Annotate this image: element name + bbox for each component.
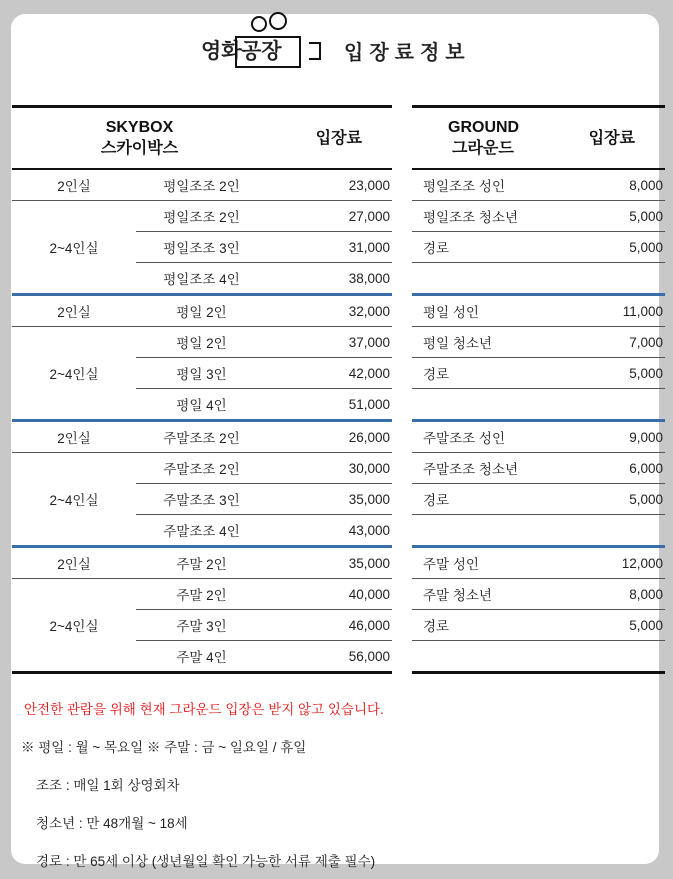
ground-title-en: GROUND [448,119,520,136]
note-morning: 조조 : 매일 1회 상영회차 [36,778,180,793]
room-type: 2~4인실 [12,201,136,295]
plan-name: 평일조조 3인 [136,232,267,263]
price [562,263,665,295]
ground-row [412,232,665,263]
note-senior: 경로 : 만 65세 이상 (생년월일 확인 가능한 서류 제출 필수) [36,854,376,869]
ground-row [412,579,665,610]
ground-row [412,263,665,295]
skybox-title-ko: 스카이박스 [100,140,179,157]
plan-name: 주말조조 성인 [412,421,562,453]
plan-name [412,263,562,295]
note-youth: 청소년 : 만 48개월 ~ 18세 [36,816,188,831]
skybox-row [12,421,392,453]
price: 35,000 [267,484,392,515]
plan-name: 주말 4인 [136,641,267,673]
ground-row [412,421,665,453]
price: 12,000 [562,547,665,579]
price: 9,000 [562,421,665,453]
logo-reel-icon [251,16,267,32]
ground-table [412,105,665,674]
price: 46,000 [267,610,392,641]
ground-body [412,169,665,673]
plan-name: 평일조조 청소년 [412,201,562,232]
price [562,515,665,547]
ground-row [412,169,665,201]
ground-row [412,358,665,389]
plan-name: 주말조조 4인 [136,515,267,547]
price: 42,000 [267,358,392,389]
plan-name: 주말조조 3인 [136,484,267,515]
skybox-row [12,169,392,201]
ground-row [412,610,665,641]
ground-row [412,389,665,421]
skybox-title [12,107,267,170]
skybox-row [12,295,392,327]
plan-name: 주말 청소년 [412,579,562,610]
plan-name: 주말조조 청소년 [412,453,562,484]
skybox-row [12,327,392,358]
price: 6,000 [562,453,665,484]
price: 5,000 [562,201,665,232]
price: 7,000 [562,327,665,358]
plan-name: 평일 청소년 [412,327,562,358]
price: 5,000 [562,232,665,263]
price [562,641,665,673]
skybox-body [12,169,392,673]
ground-row [412,641,665,673]
price: 51,000 [267,389,392,421]
price: 23,000 [348,177,390,193]
price: 37,000 [267,327,392,358]
skybox-row [12,453,392,484]
price: 5,000 [562,484,665,515]
plan-name: 평일조조 4인 [136,263,267,295]
page-title: 입장료정보 [344,40,471,64]
room-type: 2인실 [12,421,136,453]
logo-projector-icon [309,42,321,60]
price [562,389,665,421]
plan-name: 평일조조 2인 [163,179,240,194]
plan-name: 주말 2인 [136,579,267,610]
plan-name: 평일 성인 [412,295,562,327]
plan-name: 주말 성인 [412,547,562,579]
ground-row [412,453,665,484]
price: 40,000 [267,579,392,610]
room-type: 2~4인실 [12,579,136,673]
warning-text: 안전한 관람을 위해 현재 그라운드 입장은 받지 않고 있습니다. [24,702,384,717]
ground-header-row [412,107,665,170]
plan-name: 경로 [412,232,562,263]
plan-name: 평일조조 성인 [423,179,505,194]
room-type: 2~4인실 [12,453,136,547]
logo-reel-icon [269,12,287,30]
plan-name: 경로 [412,358,562,389]
price: 8,000 [629,177,663,193]
price: 35,000 [267,547,392,579]
plan-name: 평일 3인 [136,358,267,389]
header [11,14,659,74]
plan-name: 주말 3인 [136,610,267,641]
skybox-row [12,201,392,232]
plan-name: 주말 2인 [136,547,267,579]
logo-text-part1: 영화 [201,39,242,63]
plan-name: 경로 [412,484,562,515]
ground-row [412,547,665,579]
room-type: 2인실 [12,547,136,579]
logo-text-part2: 공장 [241,39,282,63]
skybox-table [12,105,392,674]
price: 27,000 [267,201,392,232]
price: 26,000 [267,421,392,453]
plan-name: 평일조조 2인 [136,201,267,232]
note-weekday-weekend: ※ 평일 : 월 ~ 목요일 ※ 주말 : 금 ~ 일요일 / 휴일 [21,740,307,755]
ground-price-header: 입장료 [562,107,665,170]
plan-name: 평일 2인 [136,327,267,358]
price: 31,000 [267,232,392,263]
price: 11,000 [562,295,665,327]
room-type: 2인실 [12,295,136,327]
room-type: 2인실 [57,179,91,194]
ground-title [412,107,562,170]
plan-name: 주말조조 2인 [136,453,267,484]
skybox-title-en: SKYBOX [105,119,174,136]
price: 5,000 [562,358,665,389]
price: 38,000 [267,263,392,295]
ground-row [412,327,665,358]
price: 43,000 [267,515,392,547]
price: 56,000 [267,641,392,673]
price: 30,000 [267,453,392,484]
skybox-row [12,547,392,579]
skybox-header-row [12,107,392,170]
price: 5,000 [562,610,665,641]
plan-name: 경로 [412,610,562,641]
room-type: 2~4인실 [12,327,136,421]
ground-row [412,515,665,547]
ground-row [412,201,665,232]
plan-name [412,515,562,547]
skybox-price-header: 입장료 [267,107,392,170]
ground-row [412,484,665,515]
ground-row [412,295,665,327]
plan-name [412,641,562,673]
price: 8,000 [562,579,665,610]
price: 32,000 [267,295,392,327]
price-card [11,14,663,869]
plan-name: 평일 2인 [136,295,267,327]
plan-name: 평일 4인 [136,389,267,421]
skybox-row [12,579,392,610]
plan-name: 주말조조 2인 [136,421,267,453]
ground-title-ko: 그라운드 [452,140,514,157]
plan-name [412,389,562,421]
